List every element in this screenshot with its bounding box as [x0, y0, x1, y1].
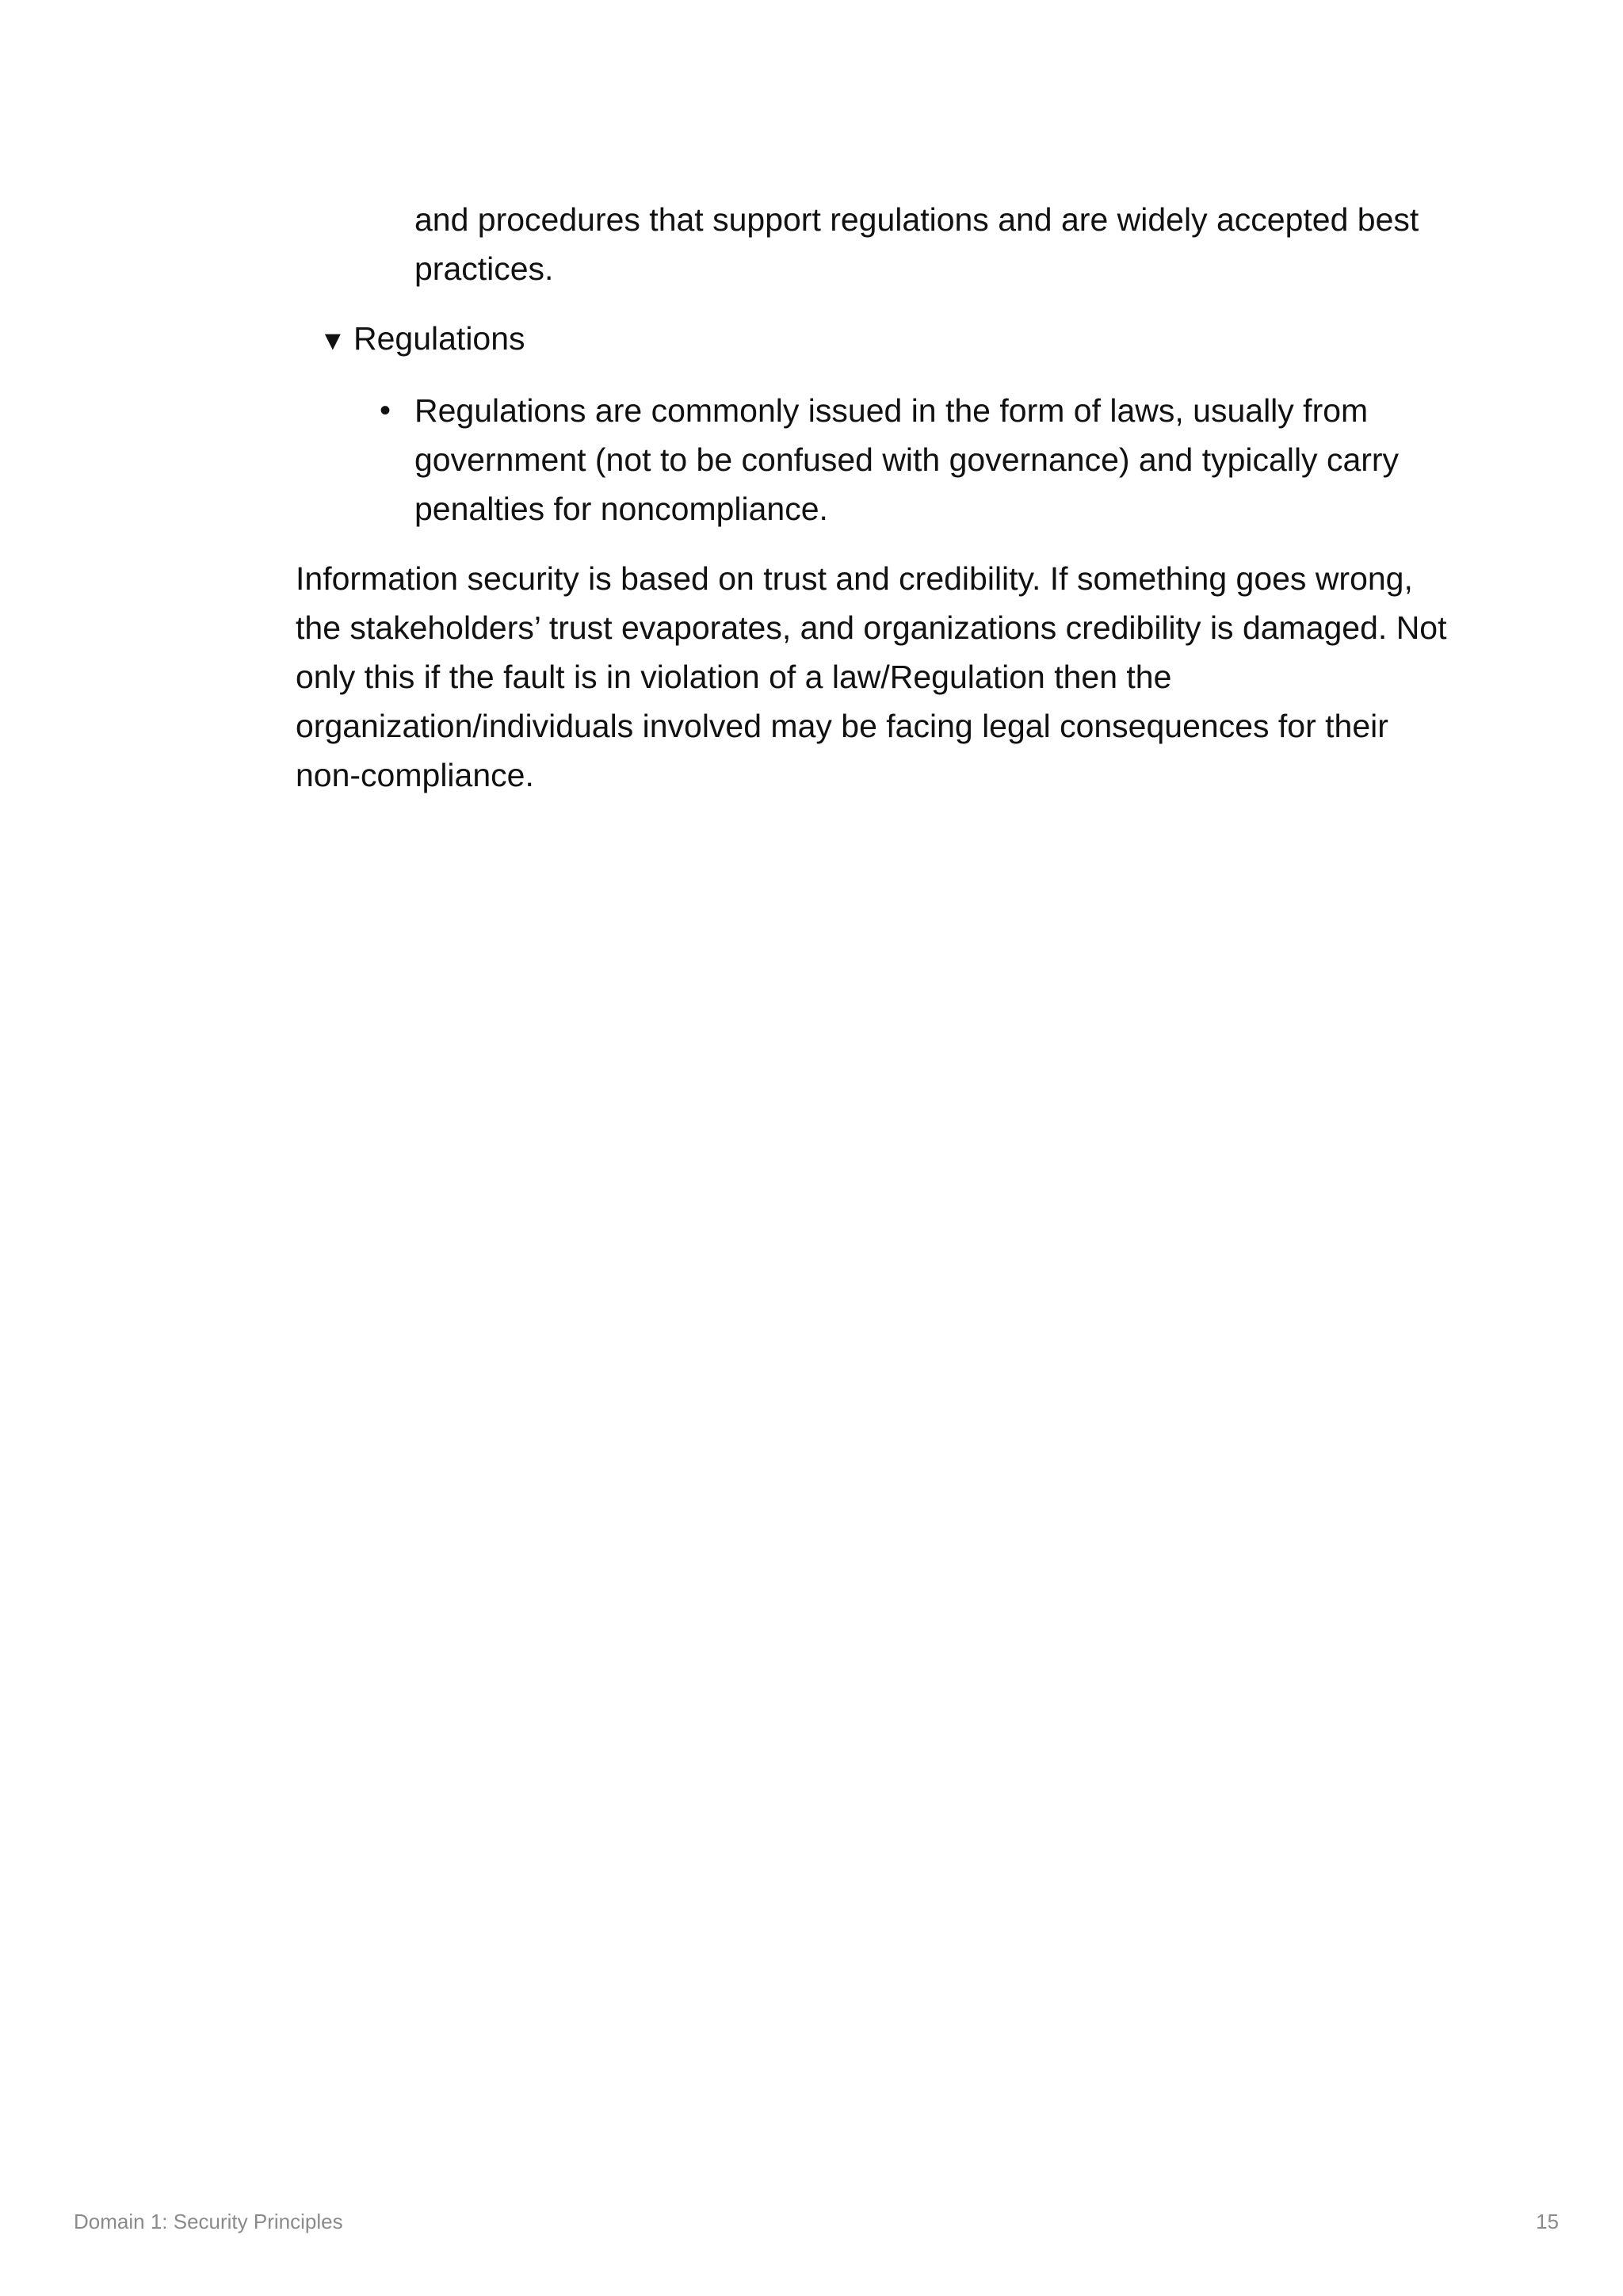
- bullet-icon: •: [380, 393, 391, 428]
- list-item: [380, 386, 1453, 533]
- continued-paragraph: and procedures that support regulations and are widely accepted best practices.: [414, 201, 1419, 287]
- page-footer: [74, 2208, 1559, 2235]
- bullet-list: [296, 386, 1453, 533]
- toggle-regulations[interactable]: [319, 314, 1453, 365]
- footer-title: Domain 1: Security Principles: [74, 2210, 343, 2233]
- bullet-text: Regulations are commonly issued in the form of laws, usually from government (not to be confused with governance) and typically carry penalties for noncompliance.: [414, 392, 1400, 527]
- page-content: [296, 195, 1453, 800]
- toggle-label: Regulations: [353, 320, 525, 357]
- body-paragraph: Information security is based on trust and credibility. If something goes wrong, the stakeholders’ trust evaporates, and organizations credibility is damaged. Not only this if the fault is in violation of a law/Regulation then the organization/individuals involved may be facing legal consequences for their non-compliance.: [296, 560, 1447, 793]
- triangle-down-icon[interactable]: ▼: [319, 326, 346, 356]
- page-number: 15: [1536, 2210, 1559, 2233]
